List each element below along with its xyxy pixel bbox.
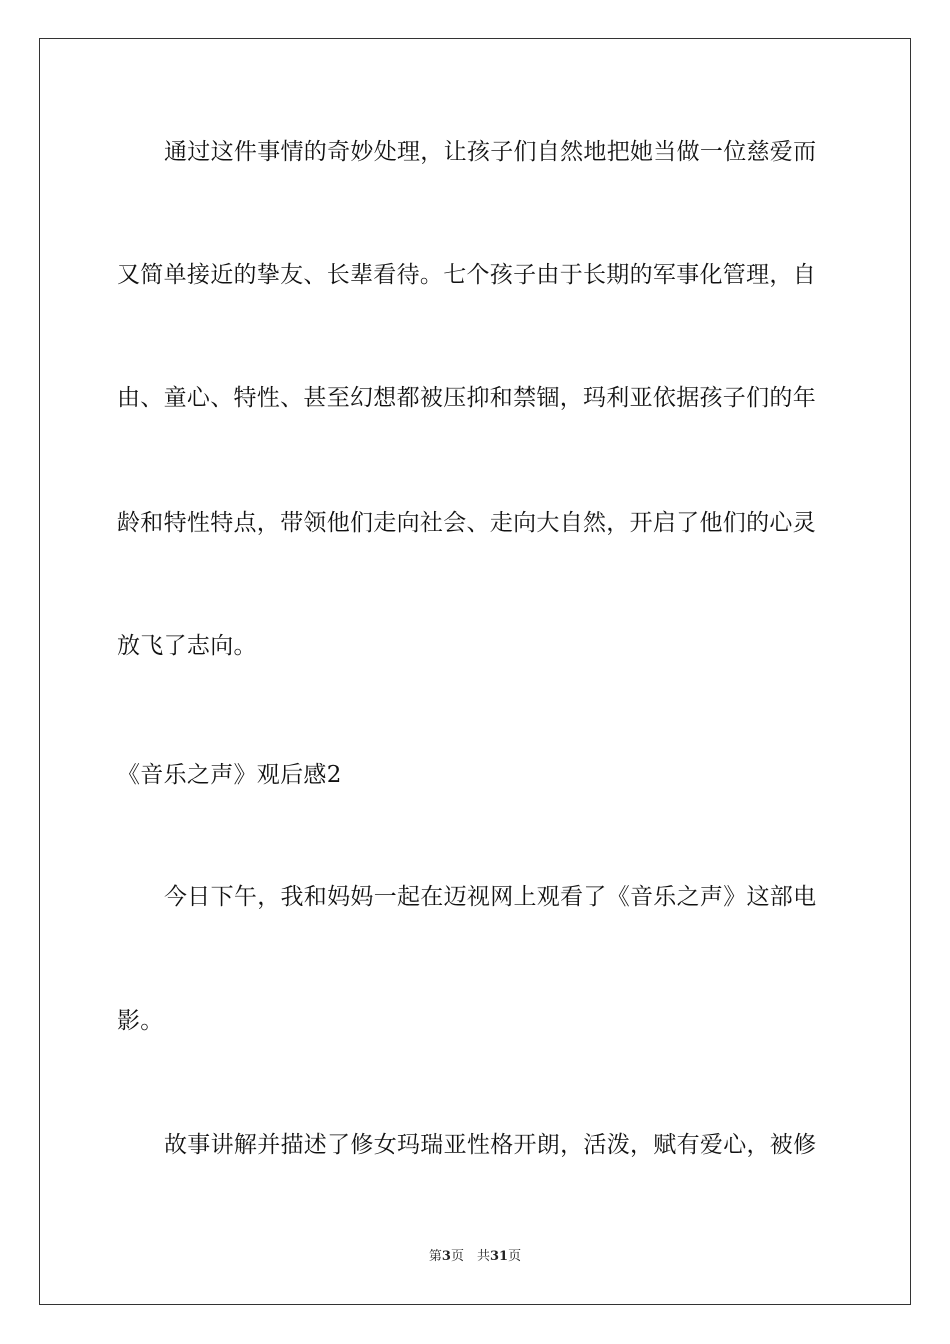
page-current: 3 — [441, 1249, 451, 1264]
paragraph-line: 通过这件事情的奇妙处理，让孩子们自然地把她当做一位慈爱而 — [164, 139, 817, 165]
page-border — [39, 38, 911, 1305]
page-suffix: 页 — [508, 1249, 522, 1264]
page-number-footer — [0, 1248, 950, 1266]
section-heading: 《音乐之声》观后感2 — [117, 762, 342, 788]
paragraph-line: 今日下午，我和妈妈一起在迈视网上观看了《音乐之声》这部电 — [164, 884, 817, 910]
paragraph-line: 影。 — [117, 1008, 164, 1034]
paragraph-line: 故事讲解并描述了修女玛瑞亚性格开朗，活泼，赋有爱心，被修 — [164, 1132, 817, 1158]
page-mid: 页 共 — [450, 1249, 490, 1264]
paragraph-line: 放飞了志向。 — [117, 633, 257, 659]
paragraph-line: 龄和特性特点，带领他们走向社会、走向大自然，开启了他们的心灵 — [117, 510, 816, 536]
paragraph-line: 又简单接近的挚友、长辈看待。七个孩子由于长期的军事化管理，自 — [117, 262, 816, 288]
paragraph-line: 由、童心、特性、甚至幻想都被压抑和禁锢，玛利亚依据孩子们的年 — [117, 385, 816, 411]
page-total: 31 — [489, 1249, 509, 1264]
page-prefix: 第 — [428, 1249, 442, 1264]
